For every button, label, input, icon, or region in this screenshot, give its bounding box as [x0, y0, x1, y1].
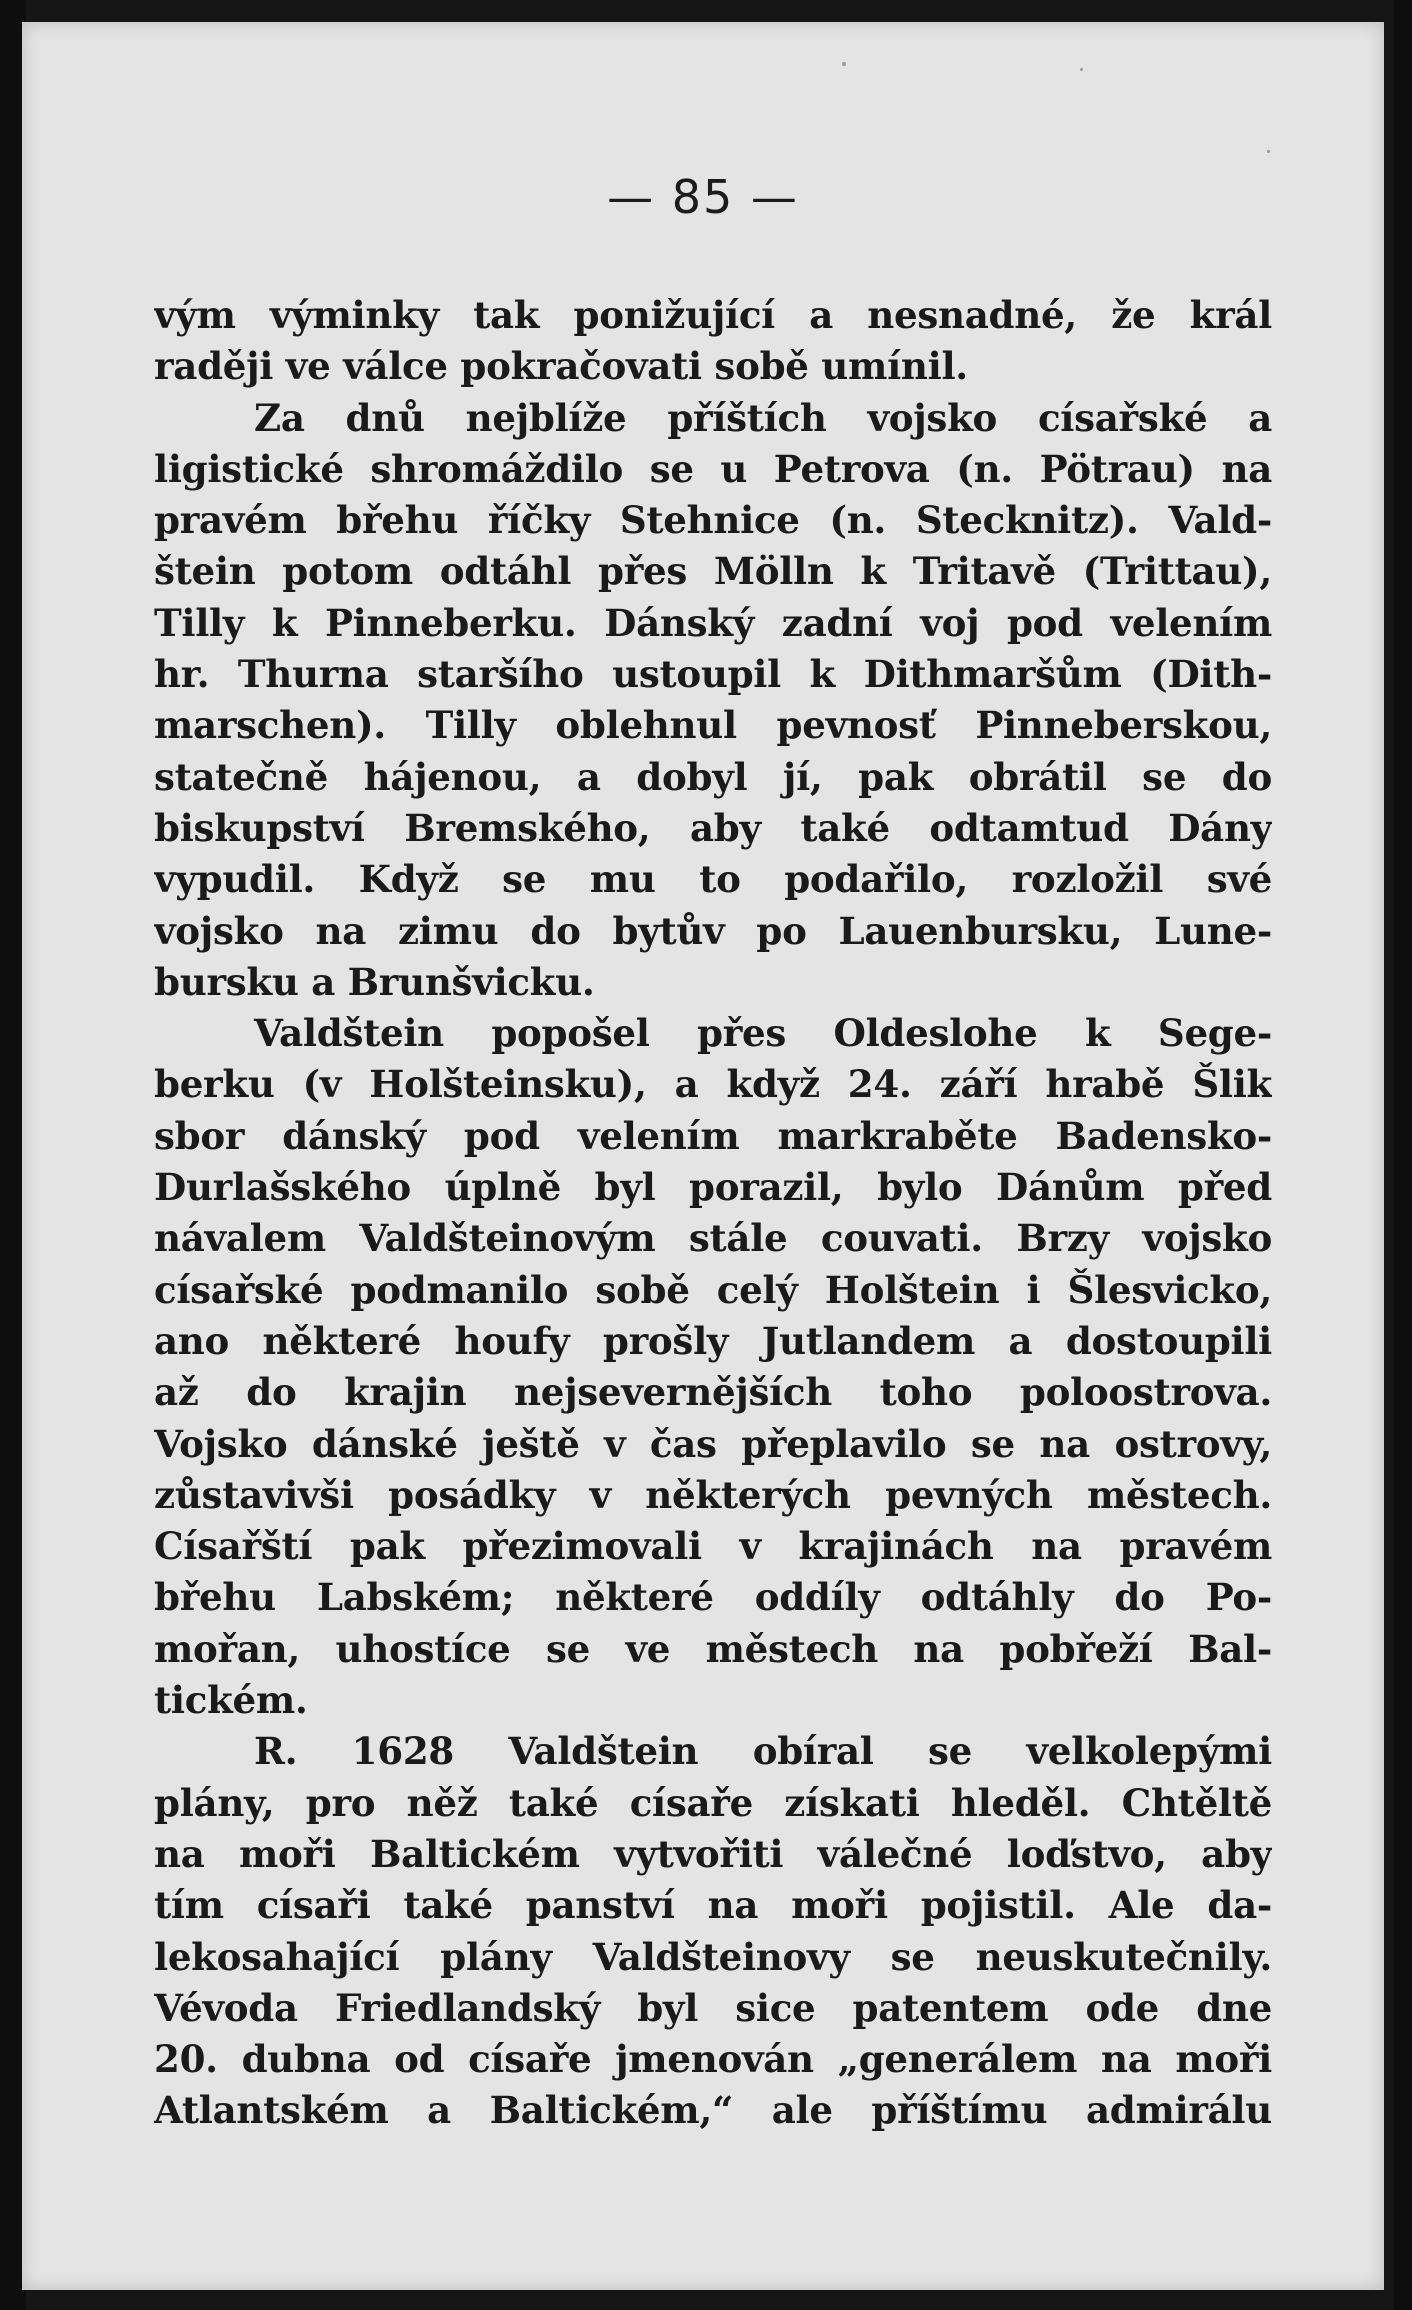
text-line: tickém. [154, 1678, 308, 1723]
text-line: císařské podmanilo sobě celý Holštein i Šlesvicko, [154, 1267, 1272, 1312]
text-line: na moři Baltickém vytvořiti válečné loďstvo, aby [154, 1831, 1272, 1876]
text-line: ligistické shromáždilo se u Petrova (n. Pötrau) na [154, 446, 1272, 491]
text-line: R. 1628 Valdštein obíral se velkolepými [254, 1729, 1272, 1774]
text-line: zůstavivši posádky v některých pevných městech. [154, 1472, 1272, 1517]
text-line: sbor dánský pod velením markraběte Badensko- [154, 1113, 1272, 1158]
text-line: tím císaři také panství na moři pojistil. Ale da- [154, 1883, 1272, 1928]
text-line: statečně hájenou, a dobyl jí, pak obrátil se do [154, 754, 1272, 799]
text-line: Durlašského úplně byl porazil, bylo Dánům před [154, 1165, 1272, 1210]
text-line: mořan, uhostíce se ve městech na pobřeží Bal- [154, 1626, 1272, 1671]
text-line: vojsko na zimu do bytův po Lauenbursku, Lune- [154, 908, 1272, 953]
text-line: Valdštein popošel přes Oldeslohe k Sege- [254, 1011, 1272, 1056]
paper-speck [1080, 68, 1083, 71]
text-line: hr. Thurna staršího ustoupil k Dithmaršům (Dith- [154, 652, 1272, 697]
text-line: Atlantském a Baltickém,“ ale příštímu admirálu [154, 2088, 1272, 2133]
paper-speck [842, 62, 846, 66]
text-line: lekosahající plány Valdšteinovy se neuskutečnily. [154, 1934, 1272, 1979]
text-line: 20. dubna od císaře jmenován „generálem na moři [154, 2037, 1272, 2082]
text-line: štein potom odtáhl přes Mölln k Tritavě (Trittau), [154, 549, 1272, 594]
paper-speck [1267, 150, 1270, 153]
text-line: břehu Labském; některé oddíly odtáhly do Po- [154, 1575, 1272, 1620]
text-line: berku (v Holšteinsku), a když 24. září hrabě Šlik [154, 1062, 1272, 1107]
text-line: Vojsko dánské ještě v čas přeplavilo se na ostrovy, [154, 1421, 1272, 1466]
text-line: vým výminky tak ponižující a nesnadné, že král [154, 293, 1272, 337]
text-line: vypudil. Když se mu to podařilo, rozložil své [154, 857, 1272, 902]
text-line: bursku a Brunšvicku. [154, 959, 595, 1004]
text-line: ano některé houfy prošly Jutlandem a dostoupili [154, 1318, 1272, 1363]
scan-right-edge [1394, 0, 1412, 2310]
text-line: raději ve válce pokračovati sobě umínil. [154, 344, 968, 389]
text-line: Vévoda Friedlandský byl sice patentem ode dne [154, 1985, 1272, 2030]
body-text [154, 290, 1272, 2137]
text-line: pravém břehu říčky Stehnice (n. Stecknitz). Vald- [154, 498, 1272, 543]
text-line: až do krajin nejsevernějších toho poloostrova. [154, 1370, 1272, 1415]
paper-sheet [22, 22, 1384, 2290]
text-line: marschen). Tilly oblehnul pevnosť Pinneberskou, [154, 703, 1272, 748]
page-number: — 85 — [607, 170, 799, 224]
text-line: Tilly k Pinneberku. Dánský zadní voj pod velením [154, 600, 1272, 645]
text-line: Císařští pak přezimovali v krajinách na pravém [154, 1524, 1272, 1569]
text-line: plány, pro něž také císaře získati hleděl. Chtěltě [154, 1780, 1272, 1825]
text-line: návalem Valdšteinovým stále couvati. Brzy vojsko [154, 1216, 1272, 1261]
text-line: biskupství Bremského, aby také odtamtud Dány [154, 805, 1272, 850]
text-line: Za dnů nejblíže příštích vojsko císařské a [254, 395, 1272, 440]
